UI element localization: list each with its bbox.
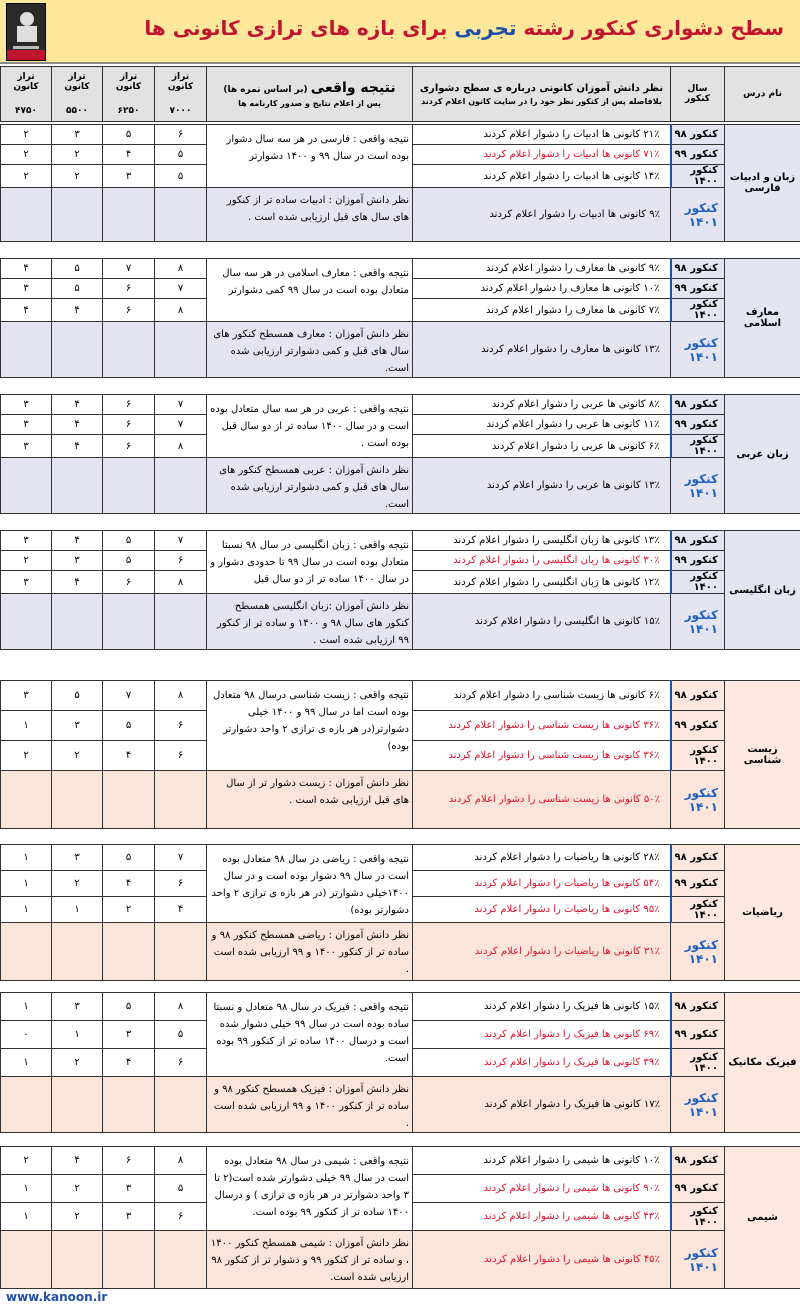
taraz-value: ۱ — [52, 897, 103, 923]
empty-cell — [103, 458, 155, 514]
taraz-value: ۱ — [1, 897, 52, 923]
year-label: کنکور ۹۸ — [671, 993, 725, 1021]
empty-cell — [103, 1231, 155, 1289]
empty-cell — [1, 1077, 52, 1133]
taraz-value: ۶ — [103, 435, 155, 458]
empty-cell — [1, 594, 52, 650]
taraz-value: ۶ — [155, 1049, 207, 1077]
empty-cell — [155, 1231, 207, 1289]
opinion-percent: ۱۰٪ کانونی ها شیمی را دشوار اعلام کردند — [413, 1147, 671, 1175]
opinion-percent: ۱۲٪ کانونی ها زبان انگلیسی را دشوار اعلام کردند — [413, 571, 671, 594]
year-label: کنکور ۱۴۰۰ — [671, 897, 725, 923]
subject-name: معارف اسلامی — [725, 259, 800, 378]
empty-cell — [52, 594, 103, 650]
taraz-value: ۵ — [103, 551, 155, 571]
table-row — [1, 125, 800, 145]
opinion-percent: ۸٪ کانونی ها عربی را دشوار اعلام کردند — [413, 395, 671, 415]
opinion-percent-1401: ۵۰٪ کانونی ها زیست شناسی را دشوار اعلام کردند — [413, 771, 671, 829]
taraz-value: ۴ — [103, 145, 155, 165]
opinion-percent: ۳۶٪ کانونی ها زیست شناسی را دشوار اعلام کردند — [413, 711, 671, 741]
opinion-percent: ۶٪ کانونی ها عربی را دشوار اعلام کردند — [413, 435, 671, 458]
taraz-value: ۳ — [1, 531, 52, 551]
taraz-value: ۴ — [52, 299, 103, 322]
opinion-percent-1401: ۳۱٪ کانونی ها ریاضیات را دشوار اعلام کردند — [413, 923, 671, 981]
taraz-value: ۷ — [155, 395, 207, 415]
title-part2: تجربی — [454, 16, 517, 40]
taraz-value: ۳ — [1, 415, 52, 435]
student-opinion: نظر دانش آموزان :زبان انگلیسی همسطح کنکور های سال ۹۸ و ۱۴۰۰ و ساده تر از کنکور ۹۹ ارزیابی شده است . — [207, 594, 413, 650]
taraz-value: ۵ — [52, 681, 103, 711]
taraz-value: ۳ — [1, 395, 52, 415]
empty-cell — [52, 322, 103, 378]
subject-table — [0, 124, 800, 242]
kanoon-logo — [6, 3, 46, 61]
header-result-sub: پس از اعلام نتایج و صدور کارنامه ها — [238, 99, 381, 108]
taraz-value: ۵ — [103, 711, 155, 741]
empty-cell — [155, 458, 207, 514]
student-opinion: نظر دانش آموزان : معارف همسطح کنکور های سال های قبل و کمی دشوارتر ارزیابی شده است. — [207, 322, 413, 378]
taraz-value: ۶ — [155, 741, 207, 771]
taraz-value: ۸ — [155, 259, 207, 279]
header-opinion-sub: بلافاصله پس از کنکور نظر خود را در سایت کانون اعلام کردند — [421, 96, 662, 106]
taraz-value: ۴ — [52, 571, 103, 594]
taraz-value: ۱ — [1, 1175, 52, 1203]
empty-cell — [103, 322, 155, 378]
year-label: کنکور ۹۹ — [671, 1175, 725, 1203]
student-opinion: نظر دانش آموزان : عربی همسطح کنکور های سال های قبل و کمی دشوارتر ارزیابی شده است. — [207, 458, 413, 514]
opinion-percent-1401: ۱۵٪ کانونی ها انگلیسی را دشوار اعلام کردند — [413, 594, 671, 650]
year-label-1401: کنکور ۱۴۰۱ — [671, 1077, 725, 1133]
taraz-value: ۳ — [52, 551, 103, 571]
table-row-1401 — [1, 771, 800, 829]
taraz-value: ۳ — [103, 165, 155, 188]
table-row — [1, 1147, 800, 1175]
opinion-percent-1401: ۴۵٪ کانونی ها شیمی را دشوار اعلام کردند — [413, 1231, 671, 1289]
taraz-value: ۲ — [52, 145, 103, 165]
taraz-value: ۴ — [103, 741, 155, 771]
taraz-value: ۳ — [103, 1021, 155, 1049]
opinion-percent: ۹٪ کانونی ها معارف را دشوار اعلام کردند — [413, 259, 671, 279]
taraz-value: ۲ — [1, 741, 52, 771]
taraz-value: ۲ — [1, 165, 52, 188]
year-label: کنکور ۹۸ — [671, 531, 725, 551]
header-opinion-title: نظر دانش آموزان کانونی درباره ی سطح دشواری — [419, 82, 664, 94]
header-taraz-2: تراز کانون ۶۲۵۰ — [103, 67, 155, 122]
taraz-value: ۲ — [1, 551, 52, 571]
title-part3: برای بازه های ترازی کانونی ها — [144, 16, 448, 40]
year-label: کنکور ۹۹ — [671, 711, 725, 741]
taraz-value: ۴ — [103, 1049, 155, 1077]
subject-table — [0, 530, 800, 650]
year-label: کنکور ۹۸ — [671, 395, 725, 415]
year-label: کنکور ۱۴۰۰ — [671, 299, 725, 322]
taraz-value: ۳ — [1, 681, 52, 711]
taraz-value: ۲ — [103, 897, 155, 923]
header-result-paren: (بر اساس نمره ها) — [223, 85, 308, 95]
subject-name: ریاضیات — [725, 845, 800, 981]
actual-result: نتیجه واقعی : فارسی در هر سه سال دشوار بوده است در سال ۹۹ و ۱۴۰۰ دشوارتر — [207, 125, 413, 188]
year-label: کنکور ۹۸ — [671, 125, 725, 145]
opinion-percent: ۱۱٪ کانونی ها عربی را دشوار اعلام کردند — [413, 415, 671, 435]
actual-result: نتیجه واقعی : ریاضی در سال ۹۸ متعادل بوده است در سال ۹۹ دشوار بوده است و در سال ۱۴۰۰خیلی دشوارتر (در هر بازه ی ترازی ۲ واحد دشوارتر بوده) — [207, 845, 413, 923]
year-label: کنکور ۱۴۰۰ — [671, 1049, 725, 1077]
taraz-value: ۵ — [155, 1021, 207, 1049]
taraz-value: ۳ — [103, 1203, 155, 1231]
subject-table — [0, 1146, 800, 1289]
table-row — [1, 259, 800, 279]
student-opinion: نظر دانش آموزان : ادبیات ساده تر از کنکور های سال های قبل ارزیابی شده است . — [207, 188, 413, 242]
header-taraz-1: تراز کانون ۷۰۰۰ — [155, 67, 207, 122]
year-label: کنکور ۹۹ — [671, 145, 725, 165]
empty-cell — [1, 771, 52, 829]
taraz-value: ۷ — [155, 415, 207, 435]
taraz-value: ۲ — [52, 741, 103, 771]
table-row — [1, 531, 800, 551]
opinion-percent: ۷٪ کانونی ها معارف را دشوار اعلام کردند — [413, 299, 671, 322]
opinion-percent: ۲۱٪ کانونی ها ادبیات را دشوار اعلام کردند — [413, 125, 671, 145]
empty-cell — [155, 923, 207, 981]
taraz-value: ۳ — [52, 993, 103, 1021]
empty-cell — [155, 771, 207, 829]
taraz-value: ۶ — [103, 415, 155, 435]
subject-name: فیزیک مکانیک — [725, 993, 800, 1133]
empty-cell — [52, 188, 103, 242]
taraz-value: ۳ — [1, 571, 52, 594]
subject-table — [0, 680, 800, 829]
subject-name: زبان و ادبیات فارسی — [725, 125, 800, 242]
year-label-1401: کنکور ۱۴۰۱ — [671, 771, 725, 829]
opinion-percent-1401: ۹٪ کانونی ها ادبیات را دشوار اعلام کردند — [413, 188, 671, 242]
year-label-1401: کنکور ۱۴۰۱ — [671, 322, 725, 378]
opinion-percent: ۱۴٪ کانونی ها ادبیات را دشوار اعلام کردند — [413, 165, 671, 188]
taraz-value: ۸ — [155, 993, 207, 1021]
year-label-1401: کنکور ۱۴۰۱ — [671, 188, 725, 242]
taraz-value: ۱ — [1, 1049, 52, 1077]
opinion-percent: ۹۰٪ کانونی ها شیمی را دشوار اعلام کردند — [413, 1175, 671, 1203]
taraz-value: ۸ — [155, 1147, 207, 1175]
header-result — [207, 67, 413, 122]
header-taraz-3: تراز کانون ۵۵۰۰ — [52, 67, 103, 122]
header-opinion — [413, 67, 671, 122]
table-row-1401 — [1, 1077, 800, 1133]
table-row-1401 — [1, 1231, 800, 1289]
year-label-1401: کنکور ۱۴۰۱ — [671, 1231, 725, 1289]
opinion-percent-1401: ۱۳٪ کانونی ها معارف را دشوار اعلام کردند — [413, 322, 671, 378]
taraz-value: ۵ — [155, 145, 207, 165]
taraz-value: ۶ — [155, 1203, 207, 1231]
taraz-value: ۶ — [103, 279, 155, 299]
empty-cell — [155, 594, 207, 650]
taraz-value: ۸ — [155, 299, 207, 322]
opinion-percent-1401: ۱۳٪ کانونی ها عربی را دشوار اعلام کردند — [413, 458, 671, 514]
student-opinion: نظر دانش آموزان : شیمی همسطح کنکور ۱۴۰۰ ، و ساده تر از کنکور ۹۹ و دشوار تر از کنکور ۹۸ ارزیابی شده است. — [207, 1231, 413, 1289]
taraz-value: ۷ — [155, 845, 207, 871]
empty-cell — [155, 1077, 207, 1133]
year-label: کنکور ۹۸ — [671, 259, 725, 279]
taraz-value: ۴ — [52, 415, 103, 435]
taraz-value: ۶ — [103, 395, 155, 415]
subject-table — [0, 992, 800, 1133]
taraz-value: ۱ — [1, 871, 52, 897]
opinion-percent: ۲۸٪ کانونی ها ریاضیات را دشوار اعلام کردند — [413, 845, 671, 871]
taraz-value: ۶ — [155, 871, 207, 897]
actual-result: نتیجه واقعی : معارف اسلامی در هر سه سال متعادل بوده است در سال ۹۹ کمی دشوارتر — [207, 259, 413, 322]
year-label: کنکور ۹۹ — [671, 551, 725, 571]
taraz-value: ۳ — [52, 125, 103, 145]
year-label-1401: کنکور ۱۴۰۱ — [671, 923, 725, 981]
table-row — [1, 993, 800, 1021]
table-row — [1, 681, 800, 711]
table-row-1401 — [1, 188, 800, 242]
actual-result: نتیجه واقعی : عربی در هر سه سال متعادل بوده است و در سال ۱۴۰۰ ساده تر از دو سال قبل بوده است . — [207, 395, 413, 458]
taraz-value: ۱ — [1, 845, 52, 871]
taraz-value: ۸ — [155, 681, 207, 711]
taraz-value: ۳ — [1, 279, 52, 299]
taraz-value: ۷ — [155, 279, 207, 299]
taraz-value: ۲ — [1, 125, 52, 145]
subject-table — [0, 844, 800, 981]
opinion-percent-1401: ۱۷٪ کانونی ها فیزیک را دشوار اعلام کردند — [413, 1077, 671, 1133]
empty-cell — [52, 771, 103, 829]
opinion-percent: ۱۰٪ کانونی ها معارف را دشوار اعلام کردند — [413, 279, 671, 299]
taraz-value: ۶ — [103, 571, 155, 594]
opinion-percent: ۵۴٪ کانونی ها ریاضیات را دشوار اعلام کردند — [413, 871, 671, 897]
taraz-value: ۵ — [103, 531, 155, 551]
taraz-value: ۴ — [52, 395, 103, 415]
header-result-title: نتیجه واقعی — [310, 80, 396, 96]
table-header — [0, 66, 800, 122]
taraz-value: ۲ — [1, 1147, 52, 1175]
taraz-value: ۶ — [103, 299, 155, 322]
opinion-percent: ۴۳٪ کانونی ها شیمی را دشوار اعلام کردند — [413, 1203, 671, 1231]
taraz-value: ۴ — [52, 1147, 103, 1175]
table-row — [1, 845, 800, 871]
taraz-value: ۵ — [103, 993, 155, 1021]
footer-url[interactable]: www.kanoon.ir — [6, 1290, 108, 1304]
taraz-value: ۰ — [1, 1021, 52, 1049]
table-row — [1, 395, 800, 415]
taraz-value: ۲ — [52, 871, 103, 897]
taraz-value: ۱ — [1, 1203, 52, 1231]
taraz-value: ۴ — [103, 871, 155, 897]
opinion-percent: ۹۵٪ کانونی ها ریاضیات را دشوار اعلام کردند — [413, 897, 671, 923]
taraz-value: ۲ — [52, 165, 103, 188]
table-row-1401 — [1, 594, 800, 650]
table-row-1401 — [1, 458, 800, 514]
year-label: کنکور ۱۴۰۰ — [671, 1203, 725, 1231]
empty-cell — [103, 923, 155, 981]
opinion-percent: ۶۹٪ کانونی ها فیزیک را دشوار اعلام کردند — [413, 1021, 671, 1049]
year-label: کنکور ۹۸ — [671, 1147, 725, 1175]
taraz-value: ۴ — [1, 259, 52, 279]
taraz-value: ۵ — [103, 125, 155, 145]
table-row-1401 — [1, 923, 800, 981]
year-label: کنکور ۱۴۰۰ — [671, 571, 725, 594]
taraz-value: ۴ — [1, 299, 52, 322]
taraz-value: ۴ — [52, 531, 103, 551]
taraz-value: ۶ — [155, 125, 207, 145]
empty-cell — [103, 1077, 155, 1133]
taraz-value: ۲ — [1, 145, 52, 165]
student-opinion: نظر دانش آموزان : فیزیک همسطح کنکور ۹۸ و ساده تر از کنکور ۱۴۰۰ و ۹۹ ارزیابی شده است . — [207, 1077, 413, 1133]
opinion-percent: ۳۶٪ کانونی ها زیست شناسی را دشوار اعلام کردند — [413, 741, 671, 771]
empty-cell — [1, 188, 52, 242]
opinion-percent: ۳۰٪ کانونی ها زبان انگلیسی را دشوار اعلام کردند — [413, 551, 671, 571]
taraz-value: ۷ — [103, 259, 155, 279]
taraz-value: ۱ — [52, 1021, 103, 1049]
taraz-value: ۴ — [155, 897, 207, 923]
header-taraz-4: تراز کانون ۴۷۵۰ — [1, 67, 52, 122]
opinion-percent: ۱۵٪ کانونی ها فیزیک را دشوار اعلام کردند — [413, 993, 671, 1021]
taraz-value: ۱ — [1, 993, 52, 1021]
page-title — [144, 16, 784, 40]
subject-table — [0, 394, 800, 514]
year-label: کنکور ۹۸ — [671, 845, 725, 871]
taraz-value: ۸ — [155, 571, 207, 594]
empty-cell — [1, 923, 52, 981]
subject-table — [0, 258, 800, 378]
year-label-1401: کنکور ۱۴۰۱ — [671, 594, 725, 650]
taraz-value: ۱ — [1, 711, 52, 741]
year-label-1401: کنکور ۱۴۰۱ — [671, 458, 725, 514]
year-label: کنکور ۱۴۰۰ — [671, 435, 725, 458]
taraz-value: ۲ — [52, 1175, 103, 1203]
taraz-value: ۳ — [52, 711, 103, 741]
taraz-value: ۳ — [52, 845, 103, 871]
empty-cell — [52, 1231, 103, 1289]
year-label: کنکور ۹۸ — [671, 681, 725, 711]
opinion-percent: ۳۹٪ کانونی ها فیزیک را دشوار اعلام کردند — [413, 1049, 671, 1077]
subject-name: زبان عربی — [725, 395, 800, 514]
title-bar — [0, 0, 800, 64]
subject-name: شیمی — [725, 1147, 800, 1289]
empty-cell — [1, 322, 52, 378]
taraz-value: ۲ — [52, 1049, 103, 1077]
empty-cell — [52, 1077, 103, 1133]
taraz-value: ۵ — [52, 279, 103, 299]
taraz-value: ۷ — [103, 681, 155, 711]
taraz-value: ۲ — [52, 1203, 103, 1231]
taraz-value: ۶ — [155, 711, 207, 741]
subject-name: زبان انگلیسی — [725, 531, 800, 650]
opinion-percent: ۷۱٪ کانونی ها ادبیات را دشوار اعلام کردند — [413, 145, 671, 165]
taraz-value: ۴ — [52, 435, 103, 458]
taraz-value: ۵ — [155, 1175, 207, 1203]
header-year: سال کنکور — [671, 67, 725, 122]
year-label: کنکور ۹۹ — [671, 279, 725, 299]
taraz-value: ۵ — [155, 165, 207, 188]
actual-result: نتیجه واقعی : فیزیک در سال ۹۸ متعادل و نسبتا ساده بوده است در سال ۹۹ خیلی دشوار شده است و درسال ۱۴۰۰ ساده تر از کنکور ۹۹ بوده است. — [207, 993, 413, 1077]
empty-cell — [155, 188, 207, 242]
student-opinion: نظر دانش آموزان : زیست دشوار تر از سال های قبل ارزیابی شده است . — [207, 771, 413, 829]
empty-cell — [1, 1231, 52, 1289]
year-label: کنکور ۱۴۰۰ — [671, 741, 725, 771]
taraz-value: ۵ — [52, 259, 103, 279]
actual-result: نتیجه واقعی : شیمی در سال ۹۸ متعادل بوده است در سال ۹۹ خیلی دشوارتر شده است(۲ تا ۳ واحد دشوارتر در هر بازه ی ترازی ) و درسال ۱۴۰۰ ساده تر از کنکور ۹۹ بوده است. — [207, 1147, 413, 1231]
actual-result: نتیجه واقعی : زیست شناسی درسال ۹۸ متعادل بوده است اما در سال ۹۹ و ۱۴۰۰ خیلی دشوارتر(در هر بازه ی ترازی ۲ واحد دشوارتر بوده) — [207, 681, 413, 771]
taraz-value: ۶ — [103, 1147, 155, 1175]
year-label: کنکور ۹۹ — [671, 871, 725, 897]
taraz-value: ۷ — [155, 531, 207, 551]
empty-cell — [103, 188, 155, 242]
empty-cell — [52, 458, 103, 514]
empty-cell — [103, 771, 155, 829]
year-label: کنکور ۹۹ — [671, 415, 725, 435]
year-label: کنکور ۹۹ — [671, 1021, 725, 1049]
taraz-value: ۶ — [155, 551, 207, 571]
empty-cell — [1, 458, 52, 514]
header-subject: نام درس — [725, 67, 800, 122]
taraz-value: ۸ — [155, 435, 207, 458]
taraz-value: ۳ — [1, 435, 52, 458]
actual-result: نتیجه واقعی : زبان انگلیسی در سال ۹۸ نسبتا متعادل بوده است در سال ۹۹ تا حدودی دشوار و در سال ۱۴۰۰ ساده تر از دو سال قبل — [207, 531, 413, 594]
empty-cell — [52, 923, 103, 981]
empty-cell — [155, 322, 207, 378]
subject-name: زیست شناسی — [725, 681, 800, 829]
taraz-value: ۳ — [103, 1175, 155, 1203]
opinion-percent: ۱۳٪ کانونی ها زبان انگلیسی را دشوار اعلام کردند — [413, 531, 671, 551]
title-part1: سطح دشواری کنکور رشته — [523, 16, 784, 40]
year-label: کنکور ۱۴۰۰ — [671, 165, 725, 188]
empty-cell — [103, 594, 155, 650]
table-row-1401 — [1, 322, 800, 378]
taraz-value: ۵ — [103, 845, 155, 871]
student-opinion: نظر دانش آموزان : ریاضی همسطح کنکور ۹۸ و ساده تر از کنکور ۱۴۰۰ و ۹۹ ارزیابی شده است . — [207, 923, 413, 981]
opinion-percent: ۶٪ کانونی ها زیست شناسی را دشوار اعلام کردند — [413, 681, 671, 711]
